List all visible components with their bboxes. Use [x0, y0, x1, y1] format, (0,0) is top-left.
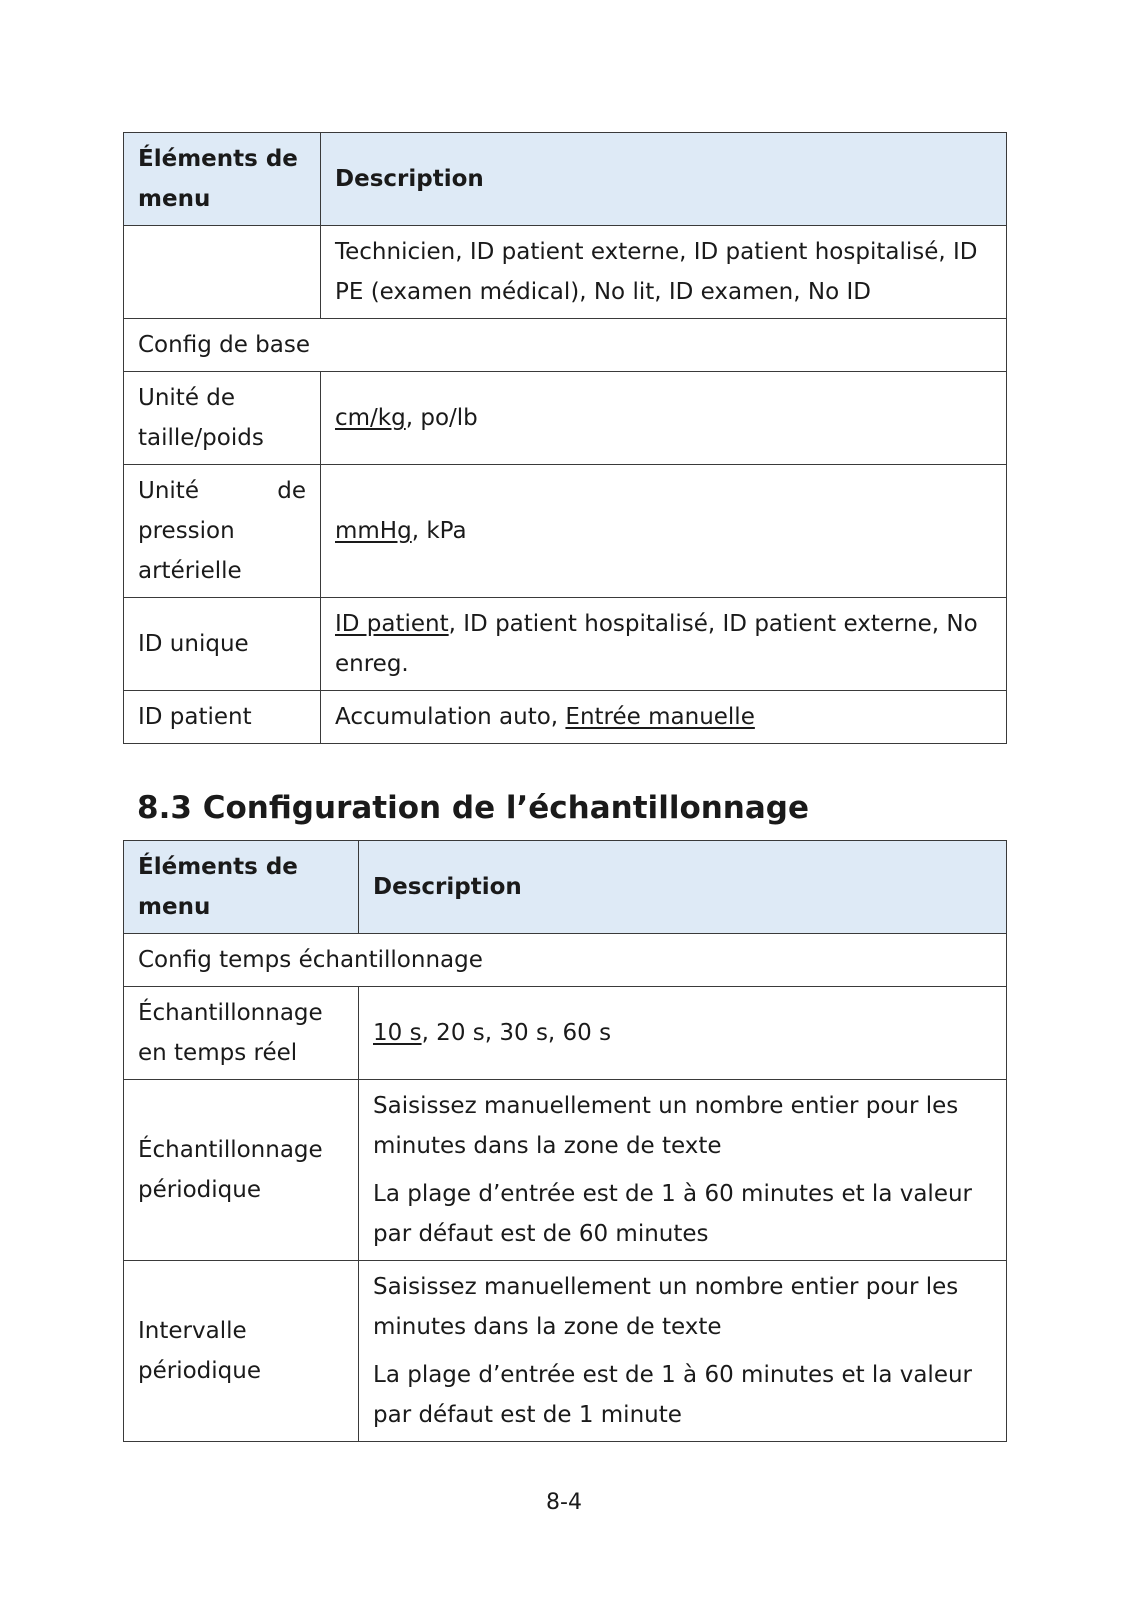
row-label: Intervalle périodique: [124, 1261, 359, 1442]
empty-label-cell: [124, 226, 321, 319]
description-paragraph: La plage d’entrée est de 1 à 60 minutes et la valeur par défaut est de 1 minute: [373, 1362, 972, 1428]
header-menu-items: Éléments de menu: [124, 841, 359, 934]
description-paragraph: La plage d’entrée est de 1 à 60 minutes et la valeur par défaut est de 60 minutes: [373, 1181, 972, 1247]
row-description: Technicien, ID patient externe, ID patient hospitalisé, ID PE (examen médical), No lit, ID examen, No ID: [321, 226, 1007, 319]
table-row: [124, 372, 1007, 465]
section-title: 8.3 Configuration de l’échantillonnage: [137, 790, 810, 826]
row-description: mmHg, kPa: [321, 465, 1007, 598]
row-description: [359, 1080, 1007, 1261]
row-description: cm/kg, po/lb: [321, 372, 1007, 465]
table-row: [124, 691, 1007, 744]
row-description: ID patient, ID patient hospitalisé, ID patient externe, No enreg.: [321, 598, 1007, 691]
section-label-sampling-time: Config temps échantillonnage: [124, 934, 1007, 987]
header-menu-items: Éléments de menu: [124, 133, 321, 226]
description-paragraph: Saisissez manuellement un nombre entier pour les minutes dans la zone de texte: [373, 1093, 959, 1159]
page-number: 8-4: [546, 1490, 582, 1515]
row-label: Échantillonnage en temps réel: [124, 987, 359, 1080]
table-row: [124, 226, 1007, 319]
row-description: [359, 1261, 1007, 1442]
section-label-basic-config: Config de base: [124, 319, 1007, 372]
table-row: [124, 465, 1007, 598]
row-label: Échantillonnage périodique: [124, 1080, 359, 1261]
row-label: ID unique: [124, 598, 321, 691]
menu-table-sampling-config: [123, 840, 1007, 1442]
header-description: Description: [359, 841, 1007, 934]
label-line: Unité de: [138, 478, 306, 504]
default-option: cm/kg: [335, 405, 406, 431]
table-row: [124, 987, 1007, 1080]
label-rest: pression artérielle: [138, 518, 242, 584]
default-option: mmHg: [335, 518, 412, 544]
description-paragraph: Saisissez manuellement un nombre entier pour les minutes dans la zone de texte: [373, 1274, 959, 1340]
table-row: [124, 598, 1007, 691]
default-option: ID patient: [335, 611, 449, 637]
default-option: Entrée manuelle: [565, 704, 755, 730]
table-row: [124, 1261, 1007, 1442]
row-label: ID patient: [124, 691, 321, 744]
table-header-row: [124, 133, 1007, 226]
row-label: [124, 465, 321, 598]
default-option: 10 s: [373, 1020, 422, 1046]
section-row: [124, 319, 1007, 372]
table-row: [124, 1080, 1007, 1261]
row-description: 10 s, 20 s, 30 s, 60 s: [359, 987, 1007, 1080]
menu-table-basic-config: [123, 132, 1007, 744]
table-header-row: [124, 841, 1007, 934]
header-description: Description: [321, 133, 1007, 226]
row-description: Accumulation auto, Entrée manuelle: [321, 691, 1007, 744]
section-row: [124, 934, 1007, 987]
row-label: Unité de taille/poids: [124, 372, 321, 465]
